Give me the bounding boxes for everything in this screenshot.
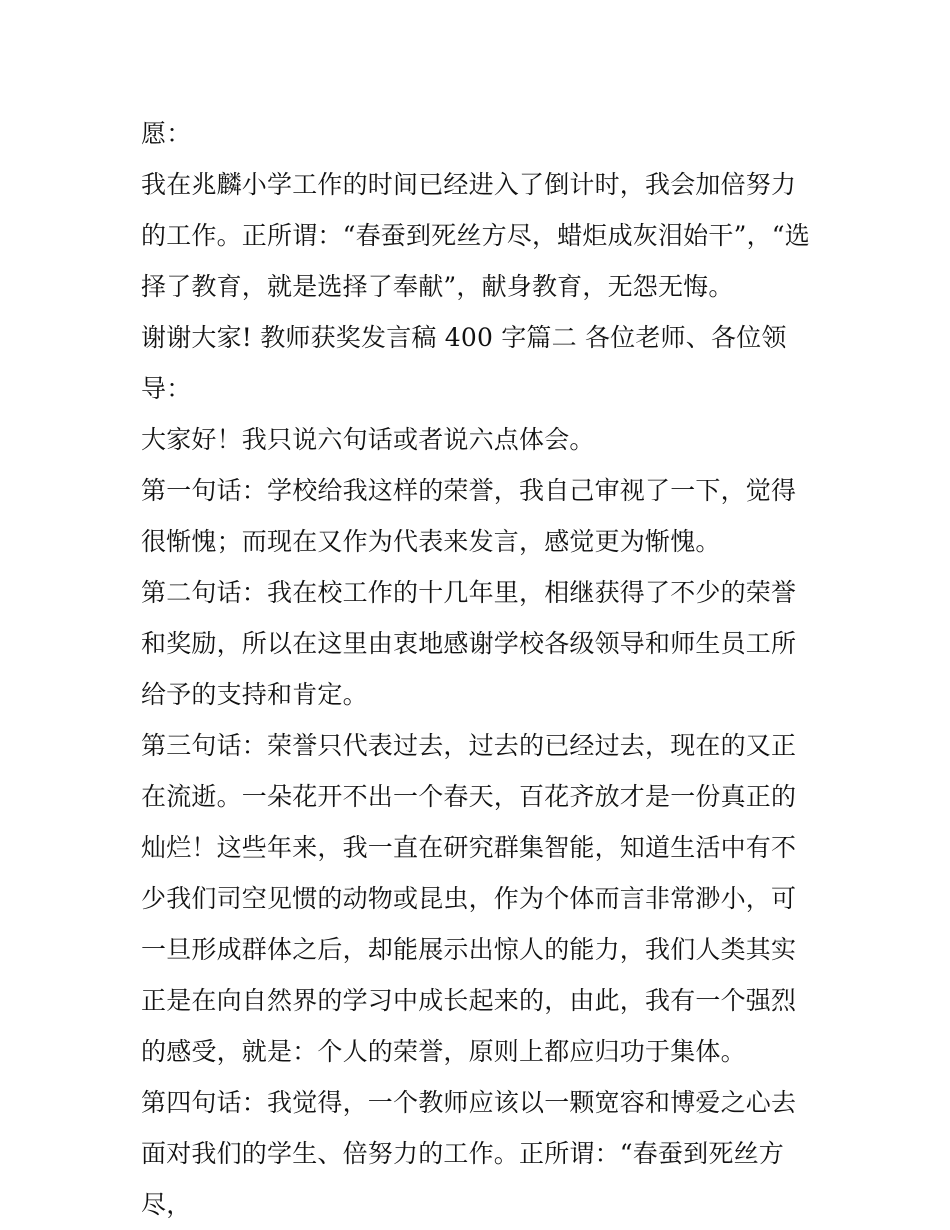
- paragraph-countdown: 我在兆麟小学工作的时间已经进入了倒计时，我会加倍努力的工作。正所谓：“春蚕到死丝方尽，蜡炬成灰泪始干”，“选择了教育，就是选择了奉献”，献身教育，无怨无悔。: [141, 170, 810, 301]
- paragraph-continuation: 愿：: [141, 119, 192, 148]
- paragraph-third-point: 第三句话：荣誉只代表过去，过去的已经过去，现在的又正在流逝。一朵花开不出一个春天，百花齐放才是一份真正的灿烂！这些年来，我一直在研究群集智能，知道生活中有不少我们司空见惯的动物或昆虫，作为个体而言非常渺小，可一旦形成群体之后，却能展示出惊人的能力，我们人类其实正是在向自然界的学习中成长起来的，由此，我有一个强烈的感受，就是：个人的荣誉，原则上都应归功于集体。: [141, 731, 797, 1066]
- paragraph-thanks-heading: 谢谢大家! 教师获奖发言稿 400 字篇二 各位老师、各位领导：: [141, 323, 787, 403]
- paragraph-second-point: 第二句话：我在校工作的十几年里，相继获得了不少的荣誉和奖励，所以在这里由衷地感谢学校各级领导和师生员工所给予的支持和肯定。: [141, 578, 797, 709]
- paragraph-greeting: 大家好！我只说六句话或者说六点体会。: [141, 425, 595, 454]
- paragraph-first-point: 第一句话：学校给我这样的荣誉，我自己审视了一下，觉得很惭愧；而现在又作为代表来发言，感觉更为惭愧。: [141, 476, 797, 556]
- paragraph-fourth-point: 第四句话：我觉得，一个教师应该以一颗宽容和博爱之心去面对我们的学生、倍努力的工作。正所谓：“春蚕到死丝方尽，: [141, 1088, 797, 1219]
- document-body: [141, 108, 821, 1230]
